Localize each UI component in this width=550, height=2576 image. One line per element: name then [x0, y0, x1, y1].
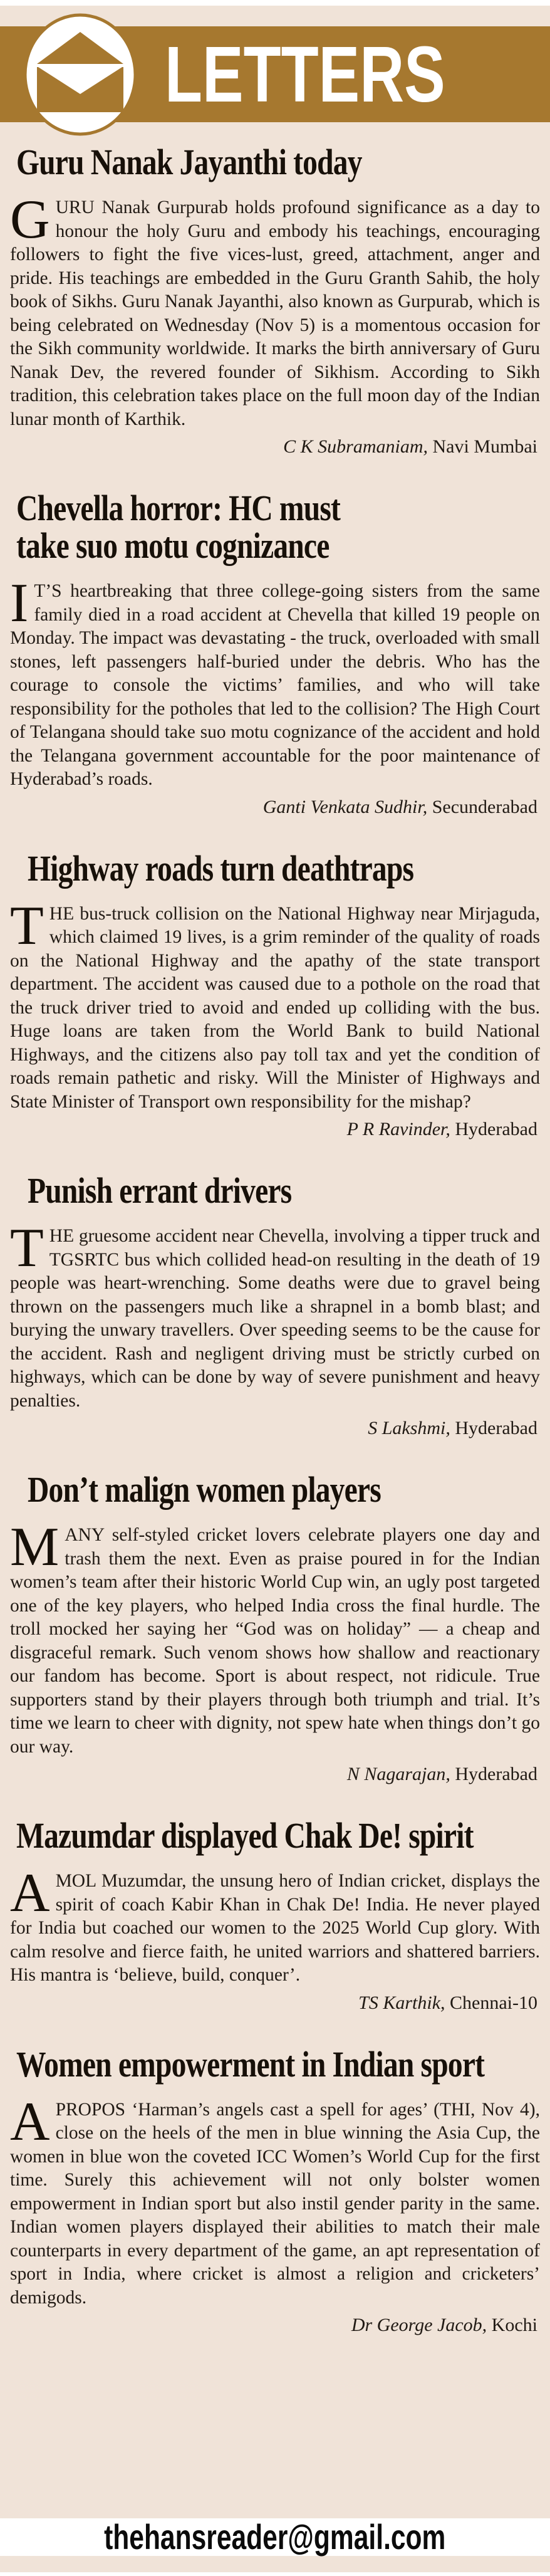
letter-women-empowerment	[10, 2043, 540, 2337]
signature-location: Navi Mumbai	[432, 436, 537, 457]
signature-name: N Nagarajan,	[346, 1764, 450, 1784]
signature-name: TS Karthik,	[358, 1992, 445, 2013]
letter-heading	[10, 490, 540, 565]
letter-signature	[10, 1118, 537, 1141]
letter-text: ‘Harman’s angels cast a spell for ages’ (THI, Nov 4), close on the heels of the men in blue winning the Asia Cup, the women in blue won the coveted ICC Women’s World Cup for the first time. Surely this achievement will not only bolster women empowerment in Indian sport but also instil gender parity in the same. Indian women players displayed their abilities to match their male counterparts in every department of the game, an apt representation of sport in India, where cricket is almost a religion and cricketers’ demigods.	[10, 2099, 540, 2308]
signature-name: C K Subramaniam,	[283, 436, 428, 457]
letter-heading-text: Guru Nanak Jayanthi today	[16, 142, 362, 182]
signature-name: Ganti Venkata Sudhir,	[262, 796, 428, 817]
signature-location: Hyderabad	[455, 1764, 537, 1784]
reader-email-link[interactable]: thehansreader@gmail.com	[104, 2517, 446, 2557]
letters-banner	[0, 26, 550, 122]
banner-title	[165, 29, 524, 118]
letter-chevella-horror	[10, 490, 540, 819]
letter-text: self-styled cricket lovers celebrate players one day and trash them the next. Even as praise poured in for the Indian women’s team after their historic World Cup win, an ugly post targeted one of the key players, who helped India cross the final hurdle. The troll mocked her saying her “God was on holiday” — a cheap and disgraceful remark. Such venom shows how shallow and reactionary our fandom has become. Sport is about respect, not ridicule. True supporters stand by their players through both triumph and trial. It’s time we learn to cheer with dignity, not spew hate when things don’t go our way.	[10, 1525, 540, 1757]
letter-body	[10, 895, 540, 1114]
letter-heading-text: Don’t malign women players	[28, 1469, 381, 1510]
letter-body	[10, 573, 540, 792]
banner-title-text: LETTERS	[165, 29, 445, 118]
letter-body	[10, 1218, 540, 1413]
drop-cap: T	[10, 895, 44, 956]
letter-signature	[10, 795, 537, 819]
page-bottom-margin	[0, 2572, 550, 2576]
signature-location: Secunderabad	[432, 796, 537, 817]
letter-lead: ANY	[65, 1525, 105, 1545]
letter-punish-drivers	[10, 1172, 540, 1440]
signature-name: S Lakshmi,	[368, 1418, 450, 1438]
letter-heading	[10, 144, 540, 181]
letter-signature	[10, 2313, 537, 2337]
letter-body	[10, 1863, 540, 1987]
letter-lead: MOL	[55, 1871, 96, 1891]
letter-lead: HE	[49, 903, 75, 924]
letter-lead: URU	[55, 197, 95, 217]
drop-cap: G	[10, 189, 50, 250]
letter-signature	[10, 1416, 537, 1440]
letter-mazumdar-chak-de	[10, 1817, 540, 2014]
signature-location: Hyderabad	[455, 1119, 537, 1139]
drop-cap: A	[10, 2091, 50, 2152]
drop-cap: T	[10, 1218, 44, 1279]
letter-text: bus-truck collision on the National Highway near Mirjaguda, which claimed 19 lives, is a grim reminder of the quality of roads on the National Highway and the apathy of the state transport department. The accident was caused due to a pothole on the road that the truck driver tried to avoid and ended up colliding with the bus. Huge loans are taken from the World Bank to build National Highways, and the citizens also pay toll tax and yet the condition of roads remain pathetic and risky. Will the Minister of Highways and State Minister of Transport own responsibility for the mishap?	[10, 903, 540, 1112]
letter-body	[10, 1517, 540, 1759]
letter-heading-text: Chevella horror: HC must take suo motu cognizance	[16, 488, 341, 566]
letter-lead: HE	[49, 1226, 75, 1246]
page-top-margin	[0, 0, 550, 6]
letter-signature	[10, 435, 537, 458]
signature-name: Dr George Jacob,	[351, 2315, 487, 2335]
letter-heading	[10, 1471, 540, 1509]
letter-heading-text: Punish errant drivers	[28, 1170, 292, 1211]
letter-text: gruesome accident near Chevella, involving a tipper truck and TGSRTC bus which collided head-on resulting in the death of 19 people was heart-wrenching. Some deaths were due to gravel being thrown on the passengers much like a shrapnel in a bomb blast; and burying the unwary travellers. Over speeding seems to be the cause for the accident. Rash and negligent driving must be strictly curbed on highways, which can be done by way of severe punishment and heavy penalties.	[10, 1226, 540, 1411]
letter-heading	[10, 1172, 540, 1210]
letter-heading-text: Mazumdar displayed Chak De! spirit	[16, 1815, 474, 1856]
letter-heading	[10, 1817, 540, 1855]
signature-location: Hyderabad	[455, 1418, 537, 1438]
drop-cap: A	[10, 1863, 50, 1924]
letter-heading-text: Highway roads turn deathtraps	[28, 847, 414, 889]
letter-heading	[10, 2043, 540, 2085]
letter-dont-malign-women	[10, 1471, 540, 1786]
letter-heading-text: Women empowerment in Indian sport	[16, 2043, 485, 2085]
letter-text: Muzumdar, the unsung hero of Indian cricket, displays the spirit of coach Kabir Khan in Chak De! India. He never played for India but coached our women to the 2025 World Cup glory. With calm resolve and fierce faith, he united warriors and shattered barriers. His mantra is ‘believe, build, conquer’.	[10, 1871, 540, 1985]
letter-body	[10, 189, 540, 431]
letter-text: Nanak Gurpurab holds profound significance as a day to honour the holy Guru and embody his teachings, encouraging followers to fight the five vices-lust, greed, attachment, anger and pride. His teachings are embedded in the Guru Granth Sahib, the holy book of Sikhs. Guru Nanak Jayanthi, also known as Gurpurab, which is being celebrated on Wednesday (Nov 5) is a momentous occasion for the Sikh community worldwide. It marks the birth anniversary of Guru Nanak Dev, the revered founder of Sikhism. According to Sikh tradition, this celebration takes place on the full moon day of the Indian lunar month of Karthik.	[10, 197, 540, 429]
signature-name: P R Ravinder,	[346, 1119, 450, 1139]
drop-cap: I	[10, 573, 29, 634]
letter-signature	[10, 1762, 537, 1786]
letter-lead: T’S	[34, 581, 62, 601]
letter-lead: PROPOS	[55, 2099, 126, 2120]
letter-signature	[10, 1991, 537, 2014]
letters-column	[0, 122, 550, 2343]
letter-text: heartbreaking that three college-going sisters from the same family died in a road accident at Chevella that killed 19 people on Monday. The impact was devastating - the truck, overloaded with small stones, left passengers half-buried under the debris. Who has the courage to console the victims’ families, and who will take responsibility for the potholes that led to the collision? The High Court of Telangana should take suo motu cognizance of the accident and hold the Telangana government accountable for the poor maintenance of Hyderabad’s roads.	[10, 581, 540, 789]
signature-location: Chennai-10	[450, 1992, 537, 2013]
letter-highway-deathtraps	[10, 847, 540, 1141]
open-envelope-icon	[23, 13, 138, 136]
letter-heading	[10, 847, 540, 889]
letter-body	[10, 2091, 540, 2310]
drop-cap: M	[10, 1517, 60, 1578]
letter-guru-nanak	[10, 144, 540, 458]
signature-location: Kochi	[491, 2315, 537, 2335]
email-bar	[0, 2518, 550, 2556]
